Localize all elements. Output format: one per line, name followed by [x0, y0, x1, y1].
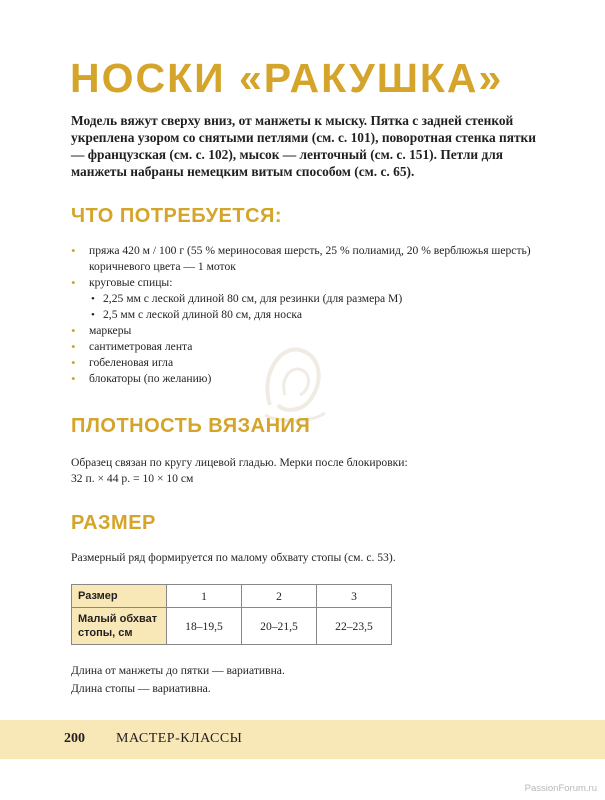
list-item-needle: • гобеленовая игла — [71, 355, 561, 371]
needle-item-ribbing: • 2,25 мм с леской длиной 80 см, для резинки (для размера М) — [89, 291, 561, 307]
girth-label-cell: Малый обхват стопы, см — [72, 608, 167, 645]
requirements-heading: ЧТО ПОТРЕБУЕТСЯ: — [71, 205, 283, 227]
page-number: 200 — [64, 731, 85, 746]
page-title: НОСКИ «РАКУШКА» — [70, 55, 504, 101]
size-table — [71, 584, 392, 645]
footer-band — [0, 720, 605, 759]
needles-sublist — [89, 291, 561, 323]
size-heading: РАЗМЕР — [71, 512, 156, 534]
girth-cell: 22–23,5 — [317, 608, 392, 645]
gauge-text-1: Образец связан по кругу лицевой гладью. Мерки после блокировки: — [71, 456, 408, 469]
size-cell: 1 — [167, 585, 242, 608]
table-row — [72, 608, 392, 645]
intro-paragraph: Модель вяжут сверху вниз, от манжеты к мыску. Пятка с задней стенкой укреплена узором со снятыми петлями (см. с. 101), поворотная стенка пятки — французская (см. с. 102), мысок — ленточный (см. с. 151). Петли для манжеты набраны немецким витым способом (см. с. 65). — [71, 113, 536, 179]
list-item-yarn: • пряжа 420 м / 100 г (55 % мериносовая шерсть, 25 % полиамид, 20 % верблюжья шерсть) коричневого цвета — 1 моток — [71, 243, 561, 275]
needle-item-sock: • 2,5 мм с леской длиной 80 см, для носка — [89, 307, 561, 323]
list-item-markers: • маркеры — [71, 323, 561, 339]
list-item-blockers: • блокаторы (по желанию) — [71, 371, 561, 387]
girth-cell: 18–19,5 — [167, 608, 242, 645]
gauge-text-2: 32 п. × 44 р. = 10 × 10 см — [71, 472, 194, 485]
size-cell: 3 — [317, 585, 392, 608]
table-row — [72, 585, 392, 608]
list-item-needles — [71, 275, 561, 323]
needles-label: круговые спицы: — [89, 276, 173, 289]
length-note-1: Длина от манжеты до пятки — вариативна. — [71, 664, 285, 677]
site-credit: PassionForum.ru — [524, 783, 597, 794]
gauge-heading: ПЛОТНОСТЬ ВЯЗАНИЯ — [71, 415, 311, 437]
size-text: Размерный ряд формируется по малому обхвату стопы (см. с. 53). — [71, 551, 396, 564]
footer-section-name: МАСТЕР-КЛАССЫ — [116, 731, 243, 746]
size-label-cell: Размер — [72, 585, 167, 608]
list-item-tape: • сантиметровая лента — [71, 339, 561, 355]
length-note-2: Длина стопы — вариативна. — [71, 682, 211, 695]
size-cell: 2 — [242, 585, 317, 608]
girth-cell: 20–21,5 — [242, 608, 317, 645]
